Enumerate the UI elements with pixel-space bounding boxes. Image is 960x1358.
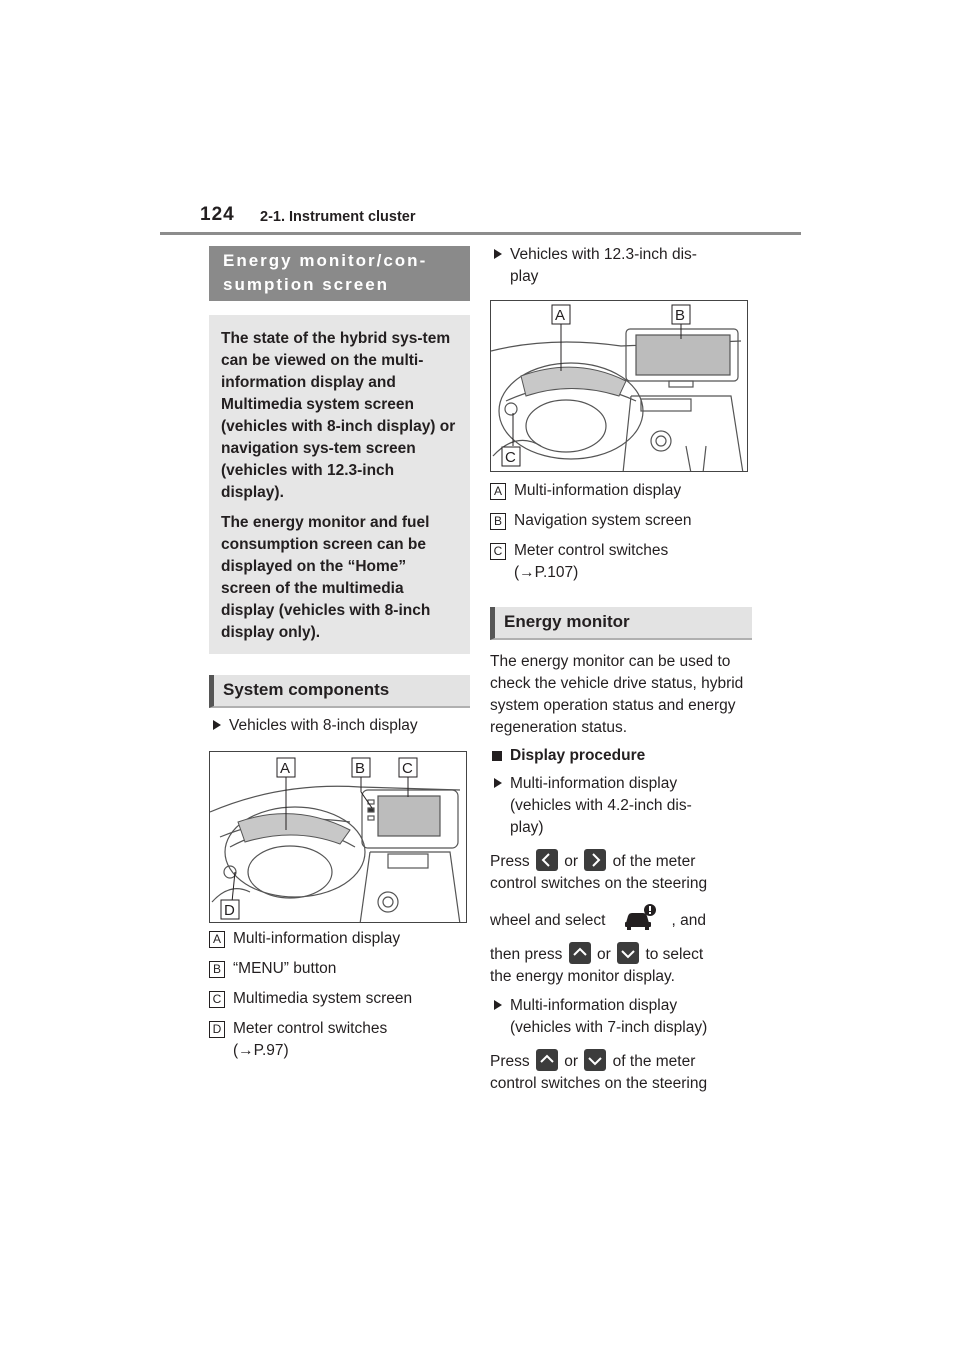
arrow-up-icon	[569, 942, 591, 964]
page-number: 124	[200, 204, 235, 225]
triangle-bullet-icon	[213, 720, 221, 730]
figure-label-a: A	[555, 307, 566, 324]
bullet-12inch: Vehicles with 12.3-inch dis- play	[490, 244, 752, 288]
page-reference-link[interactable]: (→P.107)	[514, 564, 579, 581]
arrow-right-icon	[584, 849, 606, 871]
right-column	[490, 244, 752, 1095]
dashboard-8inch-illustration	[210, 752, 467, 923]
legend-item-a: A Multi-information display	[209, 928, 470, 950]
bullet-7inch: Multi-information display (vehicles with 7-inch display)	[490, 995, 752, 1039]
legend-item-b: B Navigation system screen	[490, 510, 752, 532]
arrow-left-icon	[536, 849, 558, 871]
header-rule	[160, 232, 801, 235]
arrow-up-icon	[536, 1049, 558, 1071]
figure-label-d: D	[224, 902, 235, 919]
procedure-4inch-text: Press or of the meter control switches on the steering wheel and select , and then press or to select the energy monitor display.	[490, 849, 752, 988]
system-components-heading: System components	[209, 675, 470, 708]
intro-box	[209, 315, 470, 654]
legend-item-a: A Multi-information display	[490, 480, 752, 502]
arrow-down-icon	[584, 1049, 606, 1071]
energy-monitor-consumption-heading: Energy monitor/con- sumption screen	[209, 246, 470, 301]
legend-8inch	[209, 928, 470, 1062]
figure-label-b: B	[355, 760, 366, 777]
display-procedure-heading: Display procedure	[490, 745, 752, 767]
figure-label-c: C	[505, 449, 516, 466]
legend-item-b: B “MENU” button	[209, 958, 470, 980]
triangle-bullet-icon	[494, 778, 502, 788]
vehicle-info-icon	[623, 903, 657, 931]
legend-12inch	[490, 480, 752, 584]
arrow-down-icon	[617, 942, 639, 964]
square-bullet-icon	[492, 751, 502, 761]
legend-item-c: C Meter control switches (→P.107)	[490, 540, 752, 584]
figure-label-a: A	[280, 760, 291, 777]
figure-label-c: C	[402, 760, 413, 777]
dashboard-12inch-illustration	[491, 301, 748, 472]
figure-label-b: B	[675, 307, 686, 324]
figure-12inch-dashboard	[490, 300, 748, 472]
page-reference-link[interactable]: (→P.97)	[233, 1042, 289, 1059]
procedure-7inch-text: Press or of the meter control switches on the steering	[490, 1049, 752, 1095]
figure-8inch-dashboard	[209, 751, 467, 923]
legend-item-c: C Multimedia system screen	[209, 988, 470, 1010]
intro-paragraph-1: The state of the hybrid sys-tem can be viewed on the multi-information display and Multimedia system screen (vehicles with 8-inch display) or navigation sys-tem screen (vehicles with 12.3-inch display).	[221, 330, 456, 501]
energy-monitor-intro: The energy monitor can be used to check the vehicle drive status, hybrid system operation status and energy regeneration status.	[490, 653, 744, 736]
triangle-bullet-icon	[494, 249, 502, 259]
intro-paragraph-2: The energy monitor and fuel consumption screen can be displayed on the “Home” screen of the multimedia display (vehicles with 8-inch display only).	[221, 514, 431, 641]
energy-monitor-heading: Energy monitor	[490, 607, 752, 640]
section-title: 2-1. Instrument cluster	[260, 209, 416, 225]
bullet-8inch: Vehicles with 8-inch display	[209, 715, 470, 737]
bullet-4inch: Multi-information display (vehicles with 4.2-inch dis- play)	[490, 773, 752, 839]
legend-item-d: D Meter control switches (→P.97)	[209, 1018, 470, 1062]
left-column	[209, 246, 470, 1062]
triangle-bullet-icon	[494, 1000, 502, 1010]
